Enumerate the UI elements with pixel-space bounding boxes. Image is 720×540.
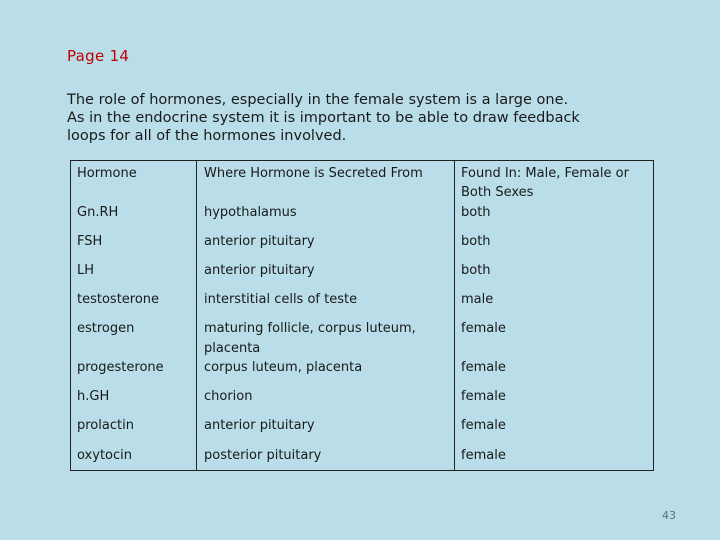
page-label: Page 14 <box>67 47 130 65</box>
cell-hormone: Gn.RH <box>77 205 119 220</box>
cell-hormone: LH <box>77 263 95 278</box>
cell-found: male <box>461 292 494 307</box>
cell-hormone: estrogen <box>77 321 135 336</box>
column-divider <box>196 161 197 470</box>
header-hormone: Hormone <box>77 166 137 181</box>
header-found: Found In: Male, Female or <box>461 166 629 181</box>
cell-hormone: prolactin <box>77 418 134 433</box>
cell-found: both <box>461 263 491 278</box>
page-number: 43 <box>662 509 676 522</box>
cell-found: both <box>461 205 491 220</box>
cell-hormone: oxytocin <box>77 448 132 463</box>
cell-source: chorion <box>204 389 253 404</box>
header-source: Where Hormone is Secreted From <box>204 166 423 181</box>
intro-line: As in the endocrine system it is important to be able to draw feedback <box>67 110 580 126</box>
cell-source: anterior pituitary <box>204 234 315 249</box>
cell-hormone: progesterone <box>77 360 164 375</box>
cell-found: both <box>461 234 491 249</box>
cell-found: female <box>461 321 506 336</box>
intro-line: The role of hormones, especially in the female system is a large one. <box>67 92 569 108</box>
cell-source: anterior pituitary <box>204 263 315 278</box>
cell-found: female <box>461 389 506 404</box>
cell-found: female <box>461 448 506 463</box>
cell-source: maturing follicle, corpus luteum, <box>204 321 416 336</box>
cell-source: anterior pituitary <box>204 418 315 433</box>
cell-found: female <box>461 360 506 375</box>
cell-hormone: h.GH <box>77 389 110 404</box>
header-found: Both Sexes <box>461 185 534 200</box>
hormone-table <box>70 160 654 471</box>
cell-source: placenta <box>204 341 261 356</box>
intro-paragraph <box>67 91 687 145</box>
cell-found: female <box>461 418 506 433</box>
cell-hormone: testosterone <box>77 292 160 307</box>
cell-source: posterior pituitary <box>204 448 322 463</box>
column-divider <box>454 161 455 470</box>
cell-source: corpus luteum, placenta <box>204 360 363 375</box>
intro-line: loops for all of the hormones involved. <box>67 128 347 144</box>
cell-source: interstitial cells of teste <box>204 292 358 307</box>
cell-source: hypothalamus <box>204 205 297 220</box>
cell-hormone: FSH <box>77 234 103 249</box>
